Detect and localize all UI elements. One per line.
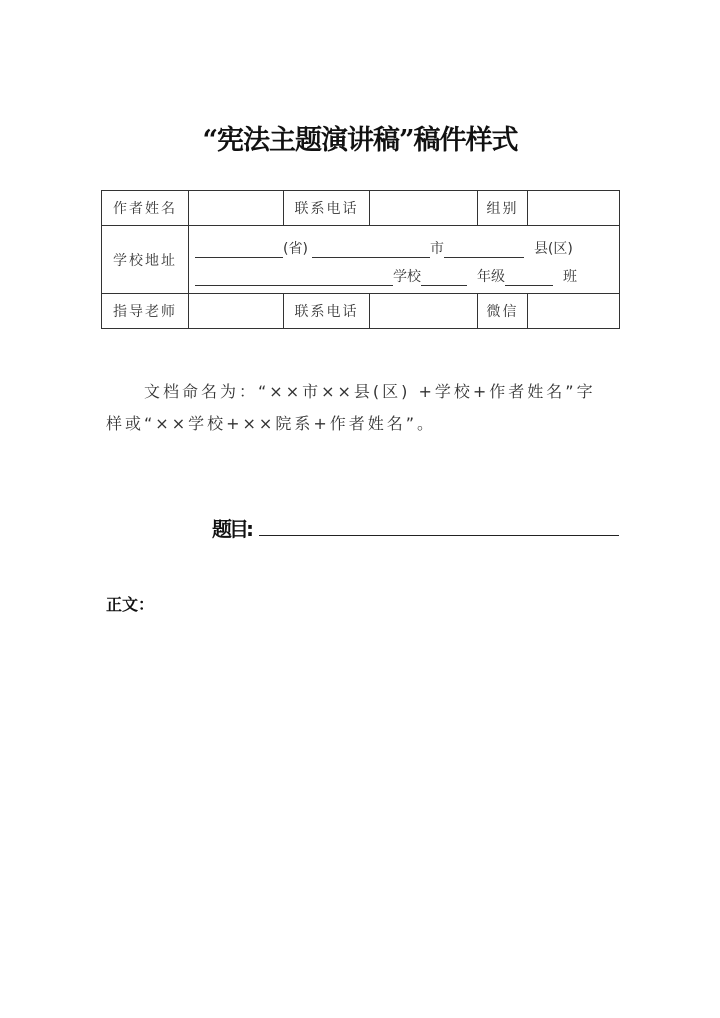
advisor-phone-label: 联系电话 [284, 294, 370, 329]
school-tail-blank[interactable] [421, 270, 467, 286]
author-name-label: 作者姓名 [102, 191, 189, 226]
address-line-1 [195, 238, 615, 258]
document-title: “宪法主题演讲稿”稿件样式 [202, 125, 518, 156]
wechat-field[interactable] [528, 294, 620, 329]
body-text-label: 正文： [106, 595, 155, 614]
naming-instruction-line-2: 样或“××学校+××院系+作者姓名”。 [106, 414, 437, 433]
county-blank[interactable] [444, 242, 524, 258]
info-table [101, 190, 620, 329]
naming-instruction [106, 376, 626, 440]
author-name-field[interactable] [189, 191, 284, 226]
table-row [102, 191, 620, 226]
grade-label: 年级 [477, 269, 505, 285]
province-label: (省) [283, 241, 308, 257]
group-field[interactable] [528, 191, 620, 226]
advisor-label: 指导老师 [102, 294, 189, 329]
address-line-2 [195, 266, 615, 286]
topic-input-line[interactable] [259, 535, 619, 536]
province-blank[interactable] [195, 242, 283, 258]
school-address-label: 学校地址 [102, 226, 189, 294]
contact-phone-label: 联系电话 [284, 191, 370, 226]
advisor-phone-field[interactable] [370, 294, 478, 329]
school-address-field[interactable] [189, 226, 620, 294]
table-row [102, 226, 620, 294]
city-label: 市 [429, 241, 444, 257]
topic-label: 题目: [212, 517, 251, 541]
naming-instruction-line-1: 文档命名为：“××市××县(区) +学校+作者姓名”字 [144, 382, 596, 401]
class-label: 班 [563, 269, 577, 285]
contact-phone-field[interactable] [370, 191, 478, 226]
city-blank[interactable] [312, 242, 430, 258]
group-label: 组别 [478, 191, 528, 226]
school-blank[interactable] [195, 270, 393, 286]
county-label: 县(区) [533, 241, 573, 257]
wechat-label: 微信 [478, 294, 528, 329]
school-label: 学校 [393, 269, 421, 285]
table-row [102, 294, 620, 329]
advisor-field[interactable] [189, 294, 284, 329]
grade-blank[interactable] [505, 270, 553, 286]
